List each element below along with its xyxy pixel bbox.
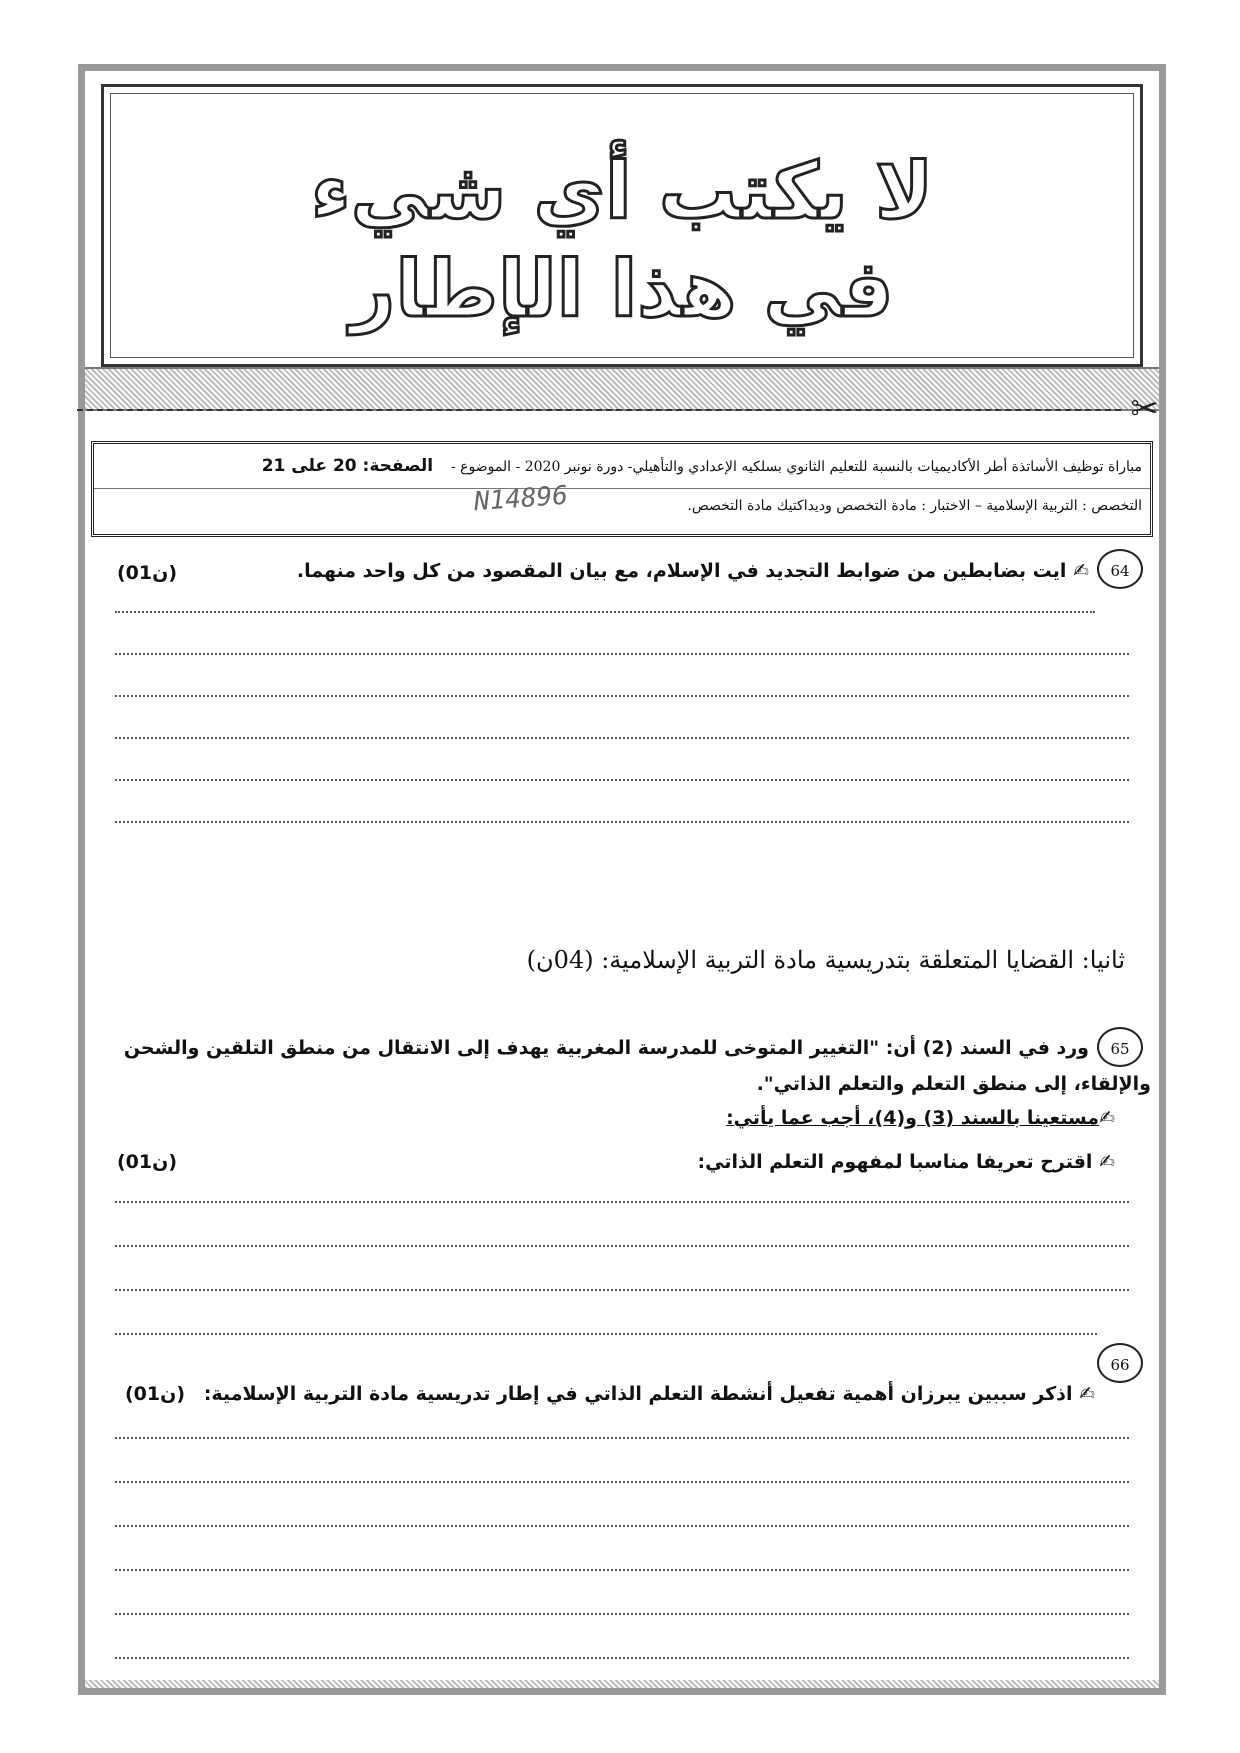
scissors-icon: ✂ — [1130, 389, 1159, 429]
handwritten-code: N14896 — [473, 480, 569, 518]
question-64-points: (01ن) — [117, 562, 178, 584]
question-65-instruction: ✍مستعينا بالسند (3) و(4)، أجب عما يأتي: — [726, 1107, 1115, 1129]
section-2-title: ثانيا: القضايا المتعلقة بتدريسية مادة التربية الإسلامية: (04ن) — [526, 946, 1125, 974]
answer-line — [115, 1657, 1129, 1659]
page-number: الصفحة: 20 على 21 — [261, 456, 434, 476]
answer-line — [115, 611, 1095, 613]
do-not-write-frame — [101, 84, 1143, 367]
answer-line — [115, 1613, 1129, 1615]
answer-line — [115, 779, 1129, 781]
answer-line — [115, 737, 1129, 739]
answer-line — [115, 1481, 1129, 1483]
question-65-points: (01ن) — [117, 1151, 178, 1173]
question-number-66: 66 — [1097, 1343, 1143, 1383]
question-65-subquestion: ✍ اقترح تعريفا مناسبا لمفهوم التعلم الذاتي: — [697, 1151, 1115, 1173]
exam-sheet — [78, 64, 1166, 1695]
answer-line — [115, 1569, 1129, 1571]
question-number-65: 65 — [1097, 1027, 1143, 1067]
header-line-1 — [102, 456, 1142, 476]
answer-line — [115, 1289, 1129, 1291]
answer-line — [115, 1333, 1097, 1335]
question-65-line-1: ورد في السند (2) أن: "التغيير المتوخى للمدرسة المغربية يهدف إلى الانتقال من منطق التلقين والشحن — [123, 1037, 1089, 1059]
answer-line — [115, 1245, 1129, 1247]
exam-header — [91, 441, 1153, 537]
pencil-icon: ✍ — [1073, 560, 1089, 582]
answer-line — [115, 653, 1129, 655]
cut-line — [77, 409, 1121, 411]
answer-line — [115, 695, 1129, 697]
pencil-icon: ✍ — [1099, 1151, 1115, 1173]
bottom-hatched-band — [85, 1680, 1159, 1688]
pencil-icon: ✍ — [1079, 1383, 1095, 1405]
question-65-line-2: والإلقاء، إلى منطق التعلم والتعلم الذاتي". — [756, 1073, 1151, 1095]
header-exam-title: مباراة توظيف الأساتذة أطر الأكاديميات بالنسبة للتعليم الثانوي بسلكيه الإعدادي والتأهيلي- دورة نونبر 2020 - الموضوع - — [450, 459, 1142, 475]
pencil-icon: ✍ — [1099, 1107, 1115, 1129]
answer-line — [115, 1437, 1129, 1439]
banner-line-2: في هذا الإطار — [350, 245, 894, 335]
header-line-2: التخصص : التربية الإسلامية – الاختبار : مادة التخصص وديداكتيك مادة التخصص. — [687, 498, 1142, 514]
question-66-points: (01ن) — [125, 1383, 186, 1405]
question-64-text: ✍ ايت بضابطين من ضوابط التجديد في الإسلام، مع بيان المقصود من كل واحد منهما. — [296, 560, 1089, 582]
question-66-text: ✍ اذكر سببين يبرزان أهمية تفعيل أنشطة التعلم الذاتي في إطار تدريسية مادة التربية الإسلامية: — [203, 1383, 1095, 1405]
question-number-64: 64 — [1097, 549, 1143, 589]
answer-line — [115, 1201, 1129, 1203]
header-separator — [94, 488, 1150, 489]
answer-line — [115, 821, 1129, 823]
banner-line-1: لا يكتب أي شيء — [310, 147, 934, 237]
answer-line — [115, 1525, 1129, 1527]
hatched-band — [85, 367, 1159, 411]
